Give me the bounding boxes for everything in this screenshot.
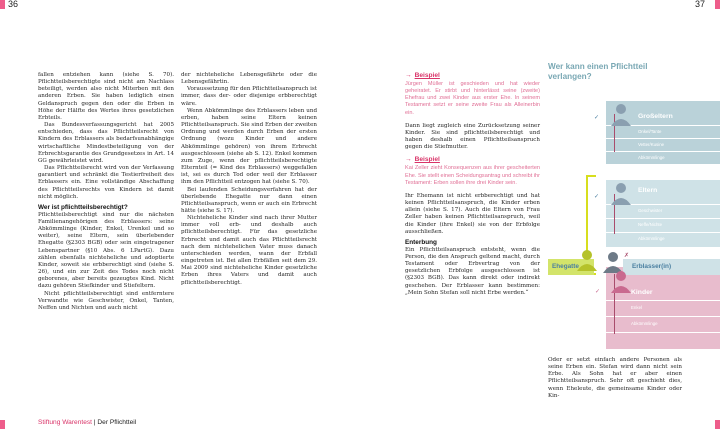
paragraph: fallen entziehen kann (siehe S. 70). Pflichtteilsberechtigte sind nicht am Nachlass beteiligt, werden also nicht Miterben mit den anderen Erben. Sie haben lediglich einen Geldanspruch gegen den oder die Erben in Höhe der Hälfte des Wertes ihres gesetzlichen Erbteils. — [38, 72, 174, 121]
right-page-column-1 — [405, 72, 540, 297]
right-page-top-strip — [715, 0, 720, 9]
label-spouse: Ehegatte — [552, 263, 579, 270]
example-text: Jürgen Müller ist geschieden und hat wieder geheiratet. Er stirbt und hinterlässt seine (zweite) Ehefrau und zwei Kinder aus erster Ehe. In seinem Testament setzt er seine zweite Frau als Alleinerbin ein. — [405, 81, 540, 116]
right-page-column-2 — [548, 357, 682, 400]
label-grandparents: Großeltern — [638, 113, 673, 120]
footer — [38, 419, 136, 426]
arrow-right-icon: → — [405, 156, 412, 164]
label-children: Kinder — [631, 289, 653, 296]
example-box-1 — [405, 72, 540, 117]
example-heading: → Beispiel — [405, 156, 440, 164]
label-siblings: Geschwister — [638, 208, 663, 213]
check-icon: ✓ — [594, 194, 600, 200]
paragraph: Das Pflichtteilsrecht wird von der Verfassung garantiert und schränkt die Testierfreiheit des Erblassers ein. Eine vollständige Abschaffung des Pflichtteilsrechts von Kindern ist damit nicht möglich. — [38, 165, 174, 200]
label-testator: Erblasser(in) — [632, 263, 672, 270]
label-descendants: Abkömmlinge — [631, 321, 658, 326]
person-icon-grandparents — [606, 100, 636, 130]
divider — [606, 316, 720, 317]
divider — [606, 151, 720, 152]
right-page-bottom-strip — [715, 420, 720, 429]
label-parents: Eltern — [638, 187, 658, 194]
divider — [606, 232, 720, 233]
label-descendants: Abkömmlinge — [638, 236, 665, 241]
paragraph: Dann liegt zugleich eine Zurücksetzung seiner Kinder. Sie sind pflichtteilsberechtigt und haben deshalb einen Pflichtteilsanspruch gegen die Stiefmutter. — [405, 122, 540, 151]
label-nephew-niece: Neffe/Nichte — [638, 222, 663, 227]
left-page-number: 36 — [8, 0, 19, 9]
section-heading: Enterbung — [405, 238, 437, 246]
right-page-number: 37 — [695, 0, 706, 9]
paragraph: Ihr Ehemann ist nicht erbberechtigt und hat keinen Pflichtteilsanspruch, die Kinder erben allein (siehe S. 17). Auch die Eltern von Frau Zeller haben keinen Pflichtteilsanspruch, weil die Kinder (ihre Enkel) sie von der Erbfolge ausschließen. — [405, 192, 540, 235]
paragraph: Pflichtteilsberechtigt sind nur die nächsten Familienangehörigen des Erblassers: seine Abkömmlinge (Kinder, Enkel, Urenkel und so weiter), seine Eltern, sein überlebender Ehegatte (§2303 BGB) oder sein eingetragener Lebenspartner (§10 Abs. 6 LPartG). Dazu zählen ebenfalls nichteheliche und adoptierte Kinder, soweit sie erbberechtigt sind (siehe S. 26), und ein zur Zeit des Todes noch nicht geborenes, aber bereits gezeugtes Kind. Nicht dazu gehören Stiefkinder und Stiefeltern. — [38, 211, 174, 290]
left-page-column-1 — [38, 72, 174, 312]
paragraph: Voraussetzung für den Pflichtteilsanspruch ist immer, dass der- oder diejenige erbberechtigt wäre. — [181, 86, 317, 107]
label-grandchildren: Enkel — [631, 305, 642, 310]
example-text: Kai Zeller zieht Konsequenzen aus ihrer gescheiterten Ehe. Sie stellt einen Scheidungsantrag und schreibt ihr Testament: Erben sollen ihre drei Kinder sein. — [405, 165, 540, 186]
left-page-column-2 — [181, 72, 317, 287]
inheritance-diagram — [548, 62, 720, 352]
left-page-top-strip — [0, 0, 5, 9]
label-descendants: Abkömmlinge — [638, 155, 665, 160]
paragraph: Ein Pflichtteilsanspruch entsteht, wenn die Person, die den Anspruch geltend macht, durch Testament oder Erbvertrag von der gesetzlichen Erbfolge ausgeschlossen ist (§2303 BGB). Das kann direkt oder indirekt geschehen. Der Erblasser kann bestimmen: „Mein Sohn Stefan soll nicht Erbe werden.“ — [405, 246, 540, 296]
person-icon-parents — [606, 179, 636, 209]
divider — [606, 218, 720, 219]
check-icon: ✓ — [595, 289, 601, 295]
divider — [606, 138, 720, 139]
check-icon: ✓ — [594, 115, 600, 121]
example-box-2 — [405, 156, 540, 186]
left-page-bottom-strip — [0, 420, 5, 429]
paragraph: Bei laufenden Scheidungsverfahren hat der überlebende Ehegatte nur dann einen Pflichtteilsanspruch, wenn er auch ein Erbrecht hätte (siehe S. 17). — [181, 186, 317, 214]
label-uncle-aunt: Onkel/Tante — [638, 129, 662, 134]
label-cousin: Vetter/Kusine — [638, 142, 665, 147]
arrow-right-icon: → — [405, 72, 412, 79]
cross-icon: ✗ — [624, 253, 630, 259]
paragraph: Nicht pflichtteilsberechtigt sind entferntere Verwandte wie Geschwister, Onkel, Tanten, Neffen und Nichten und auch nicht — [38, 290, 174, 311]
paragraph: Oder er setzt einfach andere Personen als seine Erben ein. Stefan wird dann nicht sein Erbe. Als Sohn hat er aber einen Pflichtteilsanspruch. Sehr oft geschieht dies, wenn Eheleute, die gemeinsame Kinder oder Kin- — [548, 357, 682, 399]
diagram-title: Wer kann einen Pflichtteil verlangen? — [548, 62, 648, 81]
divider — [606, 332, 720, 333]
paragraph: Nichteheliche Kinder sind nach ihrer Mutter immer voll erb- und deshalb auch pflichtteilsberechtigt. Für das gesetzliche Erbrecht und damit auch das Pflichtteilsrecht nach dem nichtehelichen Vater muss danach unterschieden werden, wann der Erbfall eingetreten ist. Bei allen Erbfällen seit dem 29. Mai 2009 sind nichteheliche Kinder gesetzliche Erben ihres Vaters und damit auch pflichtteilsberechtigt. — [181, 215, 317, 286]
example-heading: → Beispiel — [405, 72, 440, 79]
paragraph: Das Bundesverfassungsgericht hat 2005 entschieden, dass das Pflichtteilsrecht von Kindern des Erblassers als bedarfsunabhängige wirtschaftliche Mindestbeteiligung von der Erbrechtsgarantie des Grundgesetzes in Art. 14 GG gewährleistet wird. — [38, 122, 174, 164]
paragraph: der nichteheliche Lebensgefährte oder die Lebensgefährtin. — [181, 72, 317, 86]
paragraph: Wenn Abkömmlinge des Erblassers leben und erben, haben seine Eltern keinen Pflichtteilsanspruch. Sie sind Erben der zweiten Ordnung und werden durch Erben der ersten Ordnung (wozu Kinder und andere Abkömmlinge gehören) von ihrem Erbrecht ausgeschlossen (siehe ab S. 12). Enkel kommen zum Zuge, wenn der pflichtteilsberechtigte Elternteil (= Kind des Erblassers) weggefallen ist, sei es durch Tod oder weil der Erblasser ihm den Pflichtteil entzogen hat (siehe S. 70). — [181, 107, 317, 186]
footer-brand: Stiftung Warentest — [38, 419, 92, 426]
section-heading: Wer ist pflichtteilsberechtigt? — [38, 203, 128, 211]
divider — [606, 300, 720, 301]
footer-title: | Der Pflichtteil — [93, 419, 137, 426]
